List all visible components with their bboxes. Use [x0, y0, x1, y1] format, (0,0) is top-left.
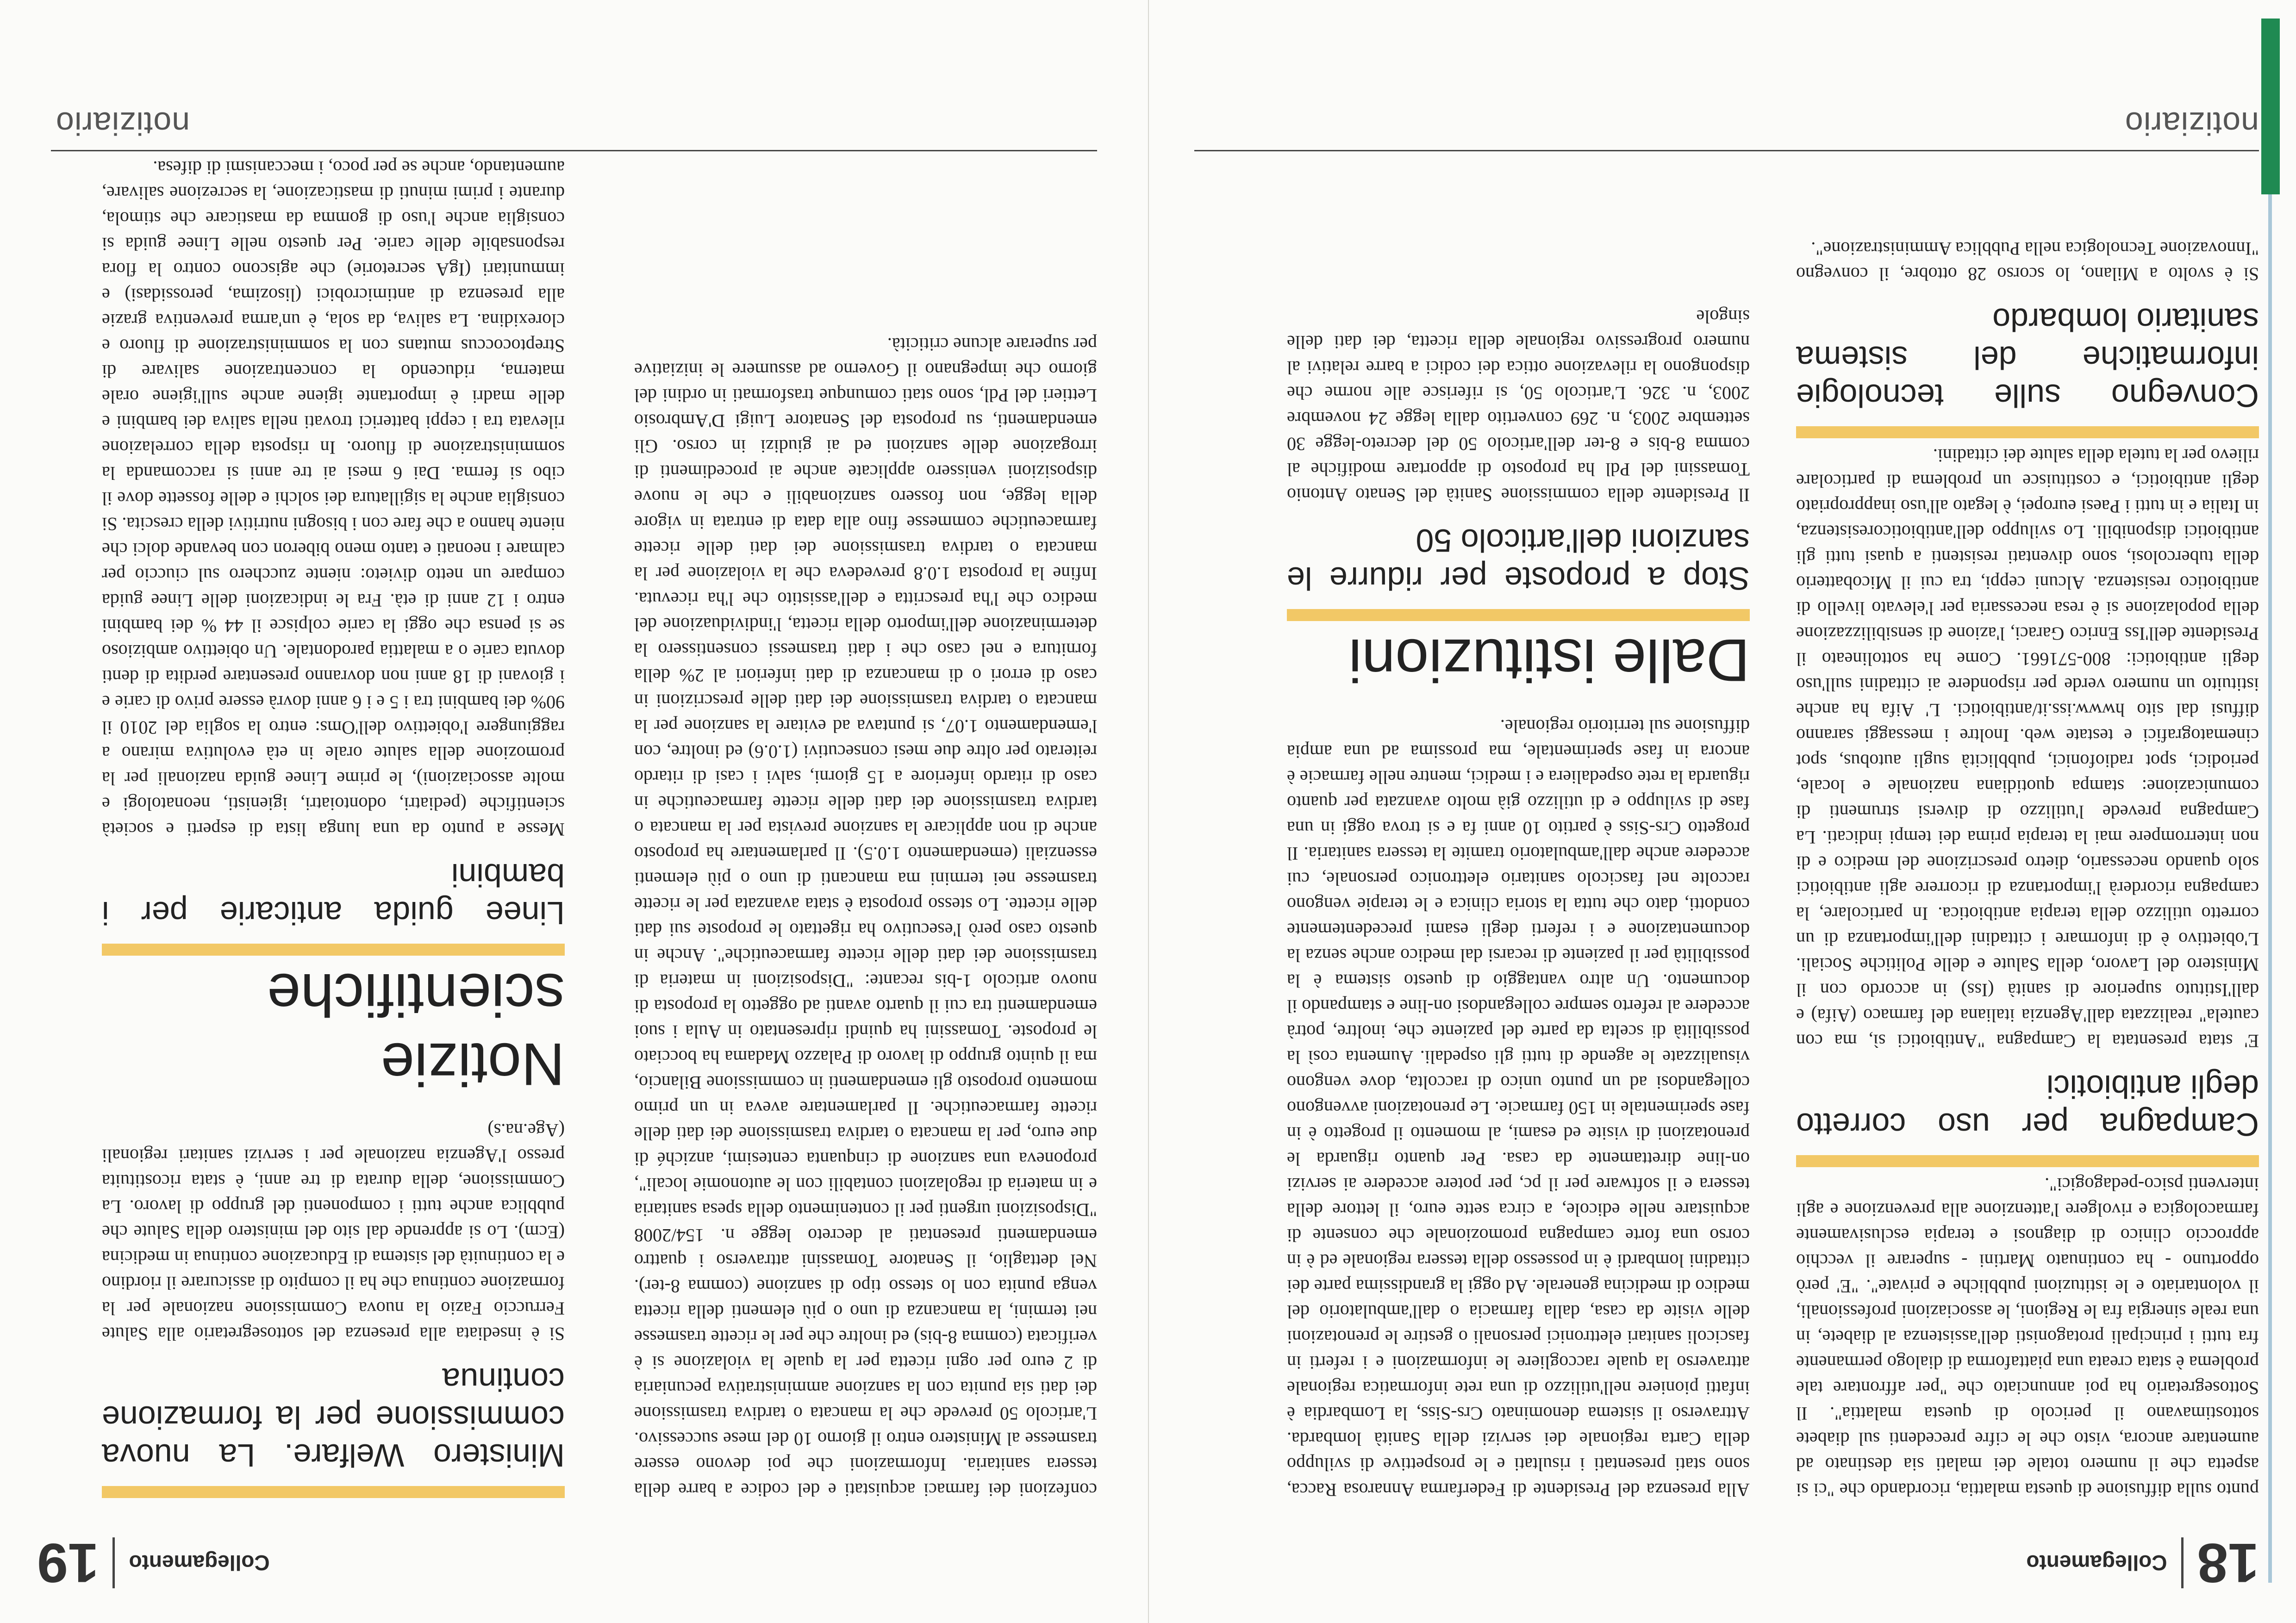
magazine-title: Collegamento: [2026, 1551, 2167, 1575]
article-paragraph: Alla presenza del Presidente di Federfarma Annarosa Racca, sono stati presentati i risultati e le prospettive di sviluppo della Carta regionale dei servizi della Sanità lombarda. Attraverso il sistema denominato Crs-Siss, la Lombardia è infatti pioniere nell'utilizzo di una rete informatica regionale attraverso la quale raccogliere le informazioni e i referti in fascicoli sanitari elettronici personali o gestire le prenotazioni delle visite da casa, dalla farmacia o dall'ambulatorio del medico di medicina generale. Ad oggi la grandissima parte dei cittadini lombardi è in possesso della tessera regionale ed è in corso una forte campagna promozionale che consente di acquistare nelle edicole, a circa sette euro, il lettore della tessera e il software per il pc, per potere accedere ai servizi on-line direttamente da casa. Per quanto riguarda le prenotazioni di visite ed esami, al momento il progetto è in fase sperimentale in 150 farmacie. Le prenotazioni avvengono collegandosi ad un punto unico di raccolta, dove vengono visualizzate le agende di tutti gli ospedali. Aumenta così la possibilità di scelta da parte del paziente che, inoltre, potrà accedere al referto sempre collegandosi on-line e stampando il documento. Un altro vantaggio di questo sistema è la possibilità per il paziente di recarsi dal medico anche senza la documentazione e i referti degli esami precedentemente condotti, dato che tutta la storia clinica e le terapie vengono raccolte nel fascicolo sanitario elettronico personale, cui accedere anche dall'ambulatorio tramite la tessera sanitaria. Il progetto Crs-Siss è partito 10 anni fa e si trova oggi in una fase di sviluppo e di utilizzo già molto avanzata per quanto riguarda la rete ospedaliera e i medici, mentre nelle farmacie è ancora in fase sperimentale, ma prossima ad una ampia diffusione sul territorio regionale.: [1287, 716, 1750, 1500]
article-paragraph: Si è svolto a Milano, lo scorso 28 ottobre, il convegno "Innovazione Tecnologica nella Pubblica Amministrazione".: [1796, 238, 2259, 285]
footer-rule: [1194, 150, 2259, 151]
page-header: [37, 1532, 270, 1594]
headline-accent-bar: [102, 944, 565, 956]
magazine-title: Collegamento: [129, 1551, 270, 1575]
article-paragraph: confezioni dei farmaci acquistati e del codice a barre della tessera sanitaria. Informazioni che poi devono essere trasmesse al Ministero entro il giorno 10 del mese successivo. L'articolo 50 prevede che la mancata o tardiva trasmissione dei dati sia punita con la sanzione amministrativa pecuniaria di 2 euro per ogni ricetta per la quale la violazione si è verificata (comma 8-bis) ed inoltre che per le ricette trasmesse nei termini, la mancanza di uno o più elementi della ricetta venga punita con lo stesso tipo di sanzione (comma 8-ter). Nel dettaglio, il Senatore Tomassini attraverso i quattro emendamenti presentati al decreto legge n. 154/2008 "Disposizioni urgenti per il contenimento della spesa sanitaria e in materia di regolazioni contabili con le autonomie locali", proponeva una sanzione di cinquanta centesimi, anziché di due euro, per la mancata o tardiva trasmissione dei dati delle ricette farmaceutiche. Il parlamentare aveva in un primo momento proposto gli emendamenti in commissione Bilancio, ma il quinto gruppo di lavoro di Palazzo Madama ha bocciato le proposte. Tomassini ha quindi ripresentato in Aula i suoi emendamenti tra cui il quarto avanti ad oggetto la proposta di nuovo articolo 1-bis recante: "Disposizioni in materia di trasmissione dei dati delle ricette farmaceutiche". Anche in questo caso però l'esecutivo ha rigettato le proposte sui dati delle ricette. Lo stesso proposta è stata avanzata per le ricette trasmesse nei termini ma mancanti di uno o più elementi essenziali (emendamento 1.0.5). Il parlamentare ha proposto anche di non applicare la sanzione prevista per la mancata o tardiva trasmissione dei dati delle ricette farmaceutiche in caso di ritardo inferiore a 15 giorni, salvi i casi di ritardo reiterato per oltre due mesi consecutivi (1.0.6) ed inoltre, con l'emendamento 1.07, si puntava ad evitare la sanzione per la mancata o tardiva trasmissione dei dati delle prescrizioni in caso di errori o di mancanza di dati inferiori al 2% della fornitura e nel caso che i dati trasmessi consentissero la determinazione dell'importo della ricetta, l'individuazione del medico che l'ha prescritta e dell'assistito che l'ha ricevuta. Infine la proposta 1.0.8 prevedeva che la violazione per la mancata o tardiva trasmissione dei dati delle ricette farmaceutiche commesse fino alla data di entrata in vigore della legge, non fossero sanzionabili e che le nuove disposizioni venissero applicate anche ai procedimenti di irrogazione delle sanzioni ed ai giudizi in corso. Gli emendamenti, su proposta del Senatore Luigi D'Ambrosio Lettieri del Pdl, sono stati comunque trasformati in ordini del giorno che impegnano il Governo ad assumere le iniziative per superare alcune criticità.: [634, 334, 1097, 1500]
headline-accent-bar: [1287, 609, 1750, 621]
page-edge-strip: [2268, 194, 2272, 1583]
brand-text: notiziario: [2124, 106, 2259, 142]
header-divider: [2181, 1537, 2184, 1588]
article-paragraph: Messe a punto da una lunga lista di esperti e società scientifiche (pediatri, odontoiatri, igienisti, neonatologi e molte associazioni), le prime Linee guida nazionali per la promozione della salute orale in età evolutiva mirano a raggiungere l'obiettivo dell'Oms: entro la soglia del 2010 il 90% dei bambini tra i 5 e i 6 anni dovrà essere privo di carie e i giovani di 18 anni non dovranno presentare perdita di denti dovuta carie o a malattia parodontale. Un obiettivo ambizioso se si pensa che oggi la carie colpisce il 44 % dei bambini entro i 12 anni di età. Fra le indicazioni delle Linee guida compare un netto divieto: niente zucchero sul ciuccio per calmare i neonati e tanto meno biberon con bevande dolci che niente hanno a che fare con i bisogni nutritivi della crescita. Si consiglia anche la sigillatura dei solchi e delle fossette dove il cibo si ferma. Dai 6 mesi ai tre anni si raccomanda la somministrazione di fluoro. In risposta della correlazione rilevata tra i ceppi batterici trovati nella saliva dei bambini e delle madri è importante igiene anche sull'igiene orale materna, riducendo la concentrazione salivare di Streptococcus mutans con la somministrazione di fluoro e clorexidina. La saliva, da sola, è un'arma preventiva grazie alla presenza di antimicrobici (lisozima, perossidasi) e immunitari (IgA secretorie) che agiscono contro la flora responsabile delle carie. Per questo nelle Linee guida si consiglia anche l'uso di gomma da masticare che stimola, durante i primi minuti di masticazione, la secrezione salivare, aumentando, anche se per poco, i meccanismi di difesa.: [102, 157, 565, 840]
headline-accent-bar: [1796, 1155, 2259, 1167]
article-headline: Ministero Welfare. La nuova commissione per la formazione continua: [102, 1362, 565, 1474]
column-left-1: [1796, 231, 2259, 1503]
section-title: Dalle istituzioni: [1348, 627, 1750, 694]
green-tab-marker: [2261, 19, 2280, 194]
headline-accent-bar: [1796, 426, 2259, 438]
column-right-1: [634, 327, 1097, 1503]
article-paragraph: punto sulla diffusione di questa malattia, ricordando che "ci si aspetta che il numero totale dei malati sia destinato ad aumentare ancora, visto che le cifre precedenti sul diabete sottostimavano il pericolo di questa malattia". Il Sottosegretario ha poi annunciato che "per affrontare tale problema è stata creata una piattaforma di dialogo permanente fra tutti i principali protagonisti dell'assistenza al diabete, in una reale sinergia fra le Regioni, le associazioni professionali, il volontariato e le istituzioni pubbliche e private". "E' però opportuno - ha continuato Martini - superare il vecchio approccio clinico di diagnosi e terapia esclusivamente farmacologica e rivolgere l'attenzione alla prevenzione e agli interventi psico-pedagogici".: [1796, 1174, 2259, 1500]
page-18: [1148, 0, 2296, 1623]
section-title: Notizie scientifiche: [267, 961, 565, 1098]
brand-text: notiziario: [56, 106, 190, 142]
header-divider: [112, 1537, 115, 1588]
article-paragraph: E' stata presentata la Campagna "Antibiotici sì, ma con cautela" realizzata dall'Agenzia italiana del farmaco (Aifa) e dall'Istituto superiore di sanità (Iss) in accordo con il Ministero del Lavoro, della Salute e delle Politiche Sociali. L'obiettivo è di informare i cittadini dell'importanza di un corretto utilizzo della terapia antibiotica. In particolare, la campagna ricorderà l'importanza di ricorrere agli antibiotici solo quando necessario, dietro prescrizione del medico e di non interrompere mai la terapia prima dei tempi indicati. La Campagna prevede l'utilizzo di diversi strumenti di comunicazione: stampa quotidiana nazionale e locale, periodici, spot radiofonici, pubblicità sugli autobus, spot cinematografici e testate web. Inoltre i messaggi saranno diffusi dal sito hwww.iss.it/antibiotici. L' Aifa ha anche istituito un numero verde per rispondere ai cittadini sull'uso degli antibiotici: 800-571661. Come ha sottolineato il Presidente dell'Iss Enrico Garaci, l'azione di sensibilizzazione della popolazione si è resa necessaria per l'elevato livello di antibiotico resistenza. Alcuni ceppi, tra cui il Micobatterio della tubercolosi, sono diventati resistenti a quasi tutti gli antibiotici disponibili. Lo sviluppo dell'antibioticoresistenza, in Italia e in tutti i Paesi europei, è legato all'uso inappropriato degli antibiotici, e costituisce un problema di particolare rilievo per la tutela della salute dei cittadini.: [1796, 445, 2259, 1051]
article-headline: Stop a proposte per ridurre le sanzioni dell'articolo 50: [1287, 522, 1750, 597]
article-paragraph: Si è insediata alla presenza del sottosegretario alla Salute Ferruccio Fazio la nuova Commissione nazionale per la formazione continua che ha il compito di assicurare il riordino e la continuità del sistema di Educazione continua in medicina (Ecm). Lo si apprende dal sito del ministero della Salute che pubblica anche tutti i componenti del gruppo di lavoro. La Commissione, della durata di tre anni, è stata ricostituita presso l'Agenzia nazionale per i servizi sanitari regionali (Age.na.s): [102, 1120, 565, 1344]
page-number: 19: [37, 1532, 99, 1594]
headline-accent-bar: [102, 1486, 565, 1498]
footer-rule: [51, 150, 1097, 151]
article-headline: Campagna per uso corretto degli antibiotici: [1796, 1069, 2259, 1143]
page-number: 18: [2197, 1532, 2259, 1594]
article-headline: Convegno sulle tecnologie informatiche del sistema sanitario lombardo: [1796, 302, 2259, 414]
article-headline: Linee guida anticarie per i bambini: [102, 857, 565, 931]
brand-logo: [2125, 105, 2259, 142]
brand-logo: [56, 105, 190, 142]
article-paragraph: Il Presidente della commissione Sanità del Senato Antonio Tomassini del Pdl ha proposto di apportare modifiche al comma 8-bis e 8-ter dell'articolo 50 del decreto-legge 30 settembre 2003, n. 269 convertito dalla legge 24 novembre 2003, n. 326. L'articolo 50, si riferisce alle norme che dispongono la rilevazione ottica dei codici a barre relativi al numero progressivo regionale della ricetta, dei dati delle singole: [1287, 306, 1750, 505]
page-header: [2026, 1532, 2259, 1594]
column-right-2: [102, 150, 565, 1503]
column-left-2: [1287, 299, 1750, 1503]
